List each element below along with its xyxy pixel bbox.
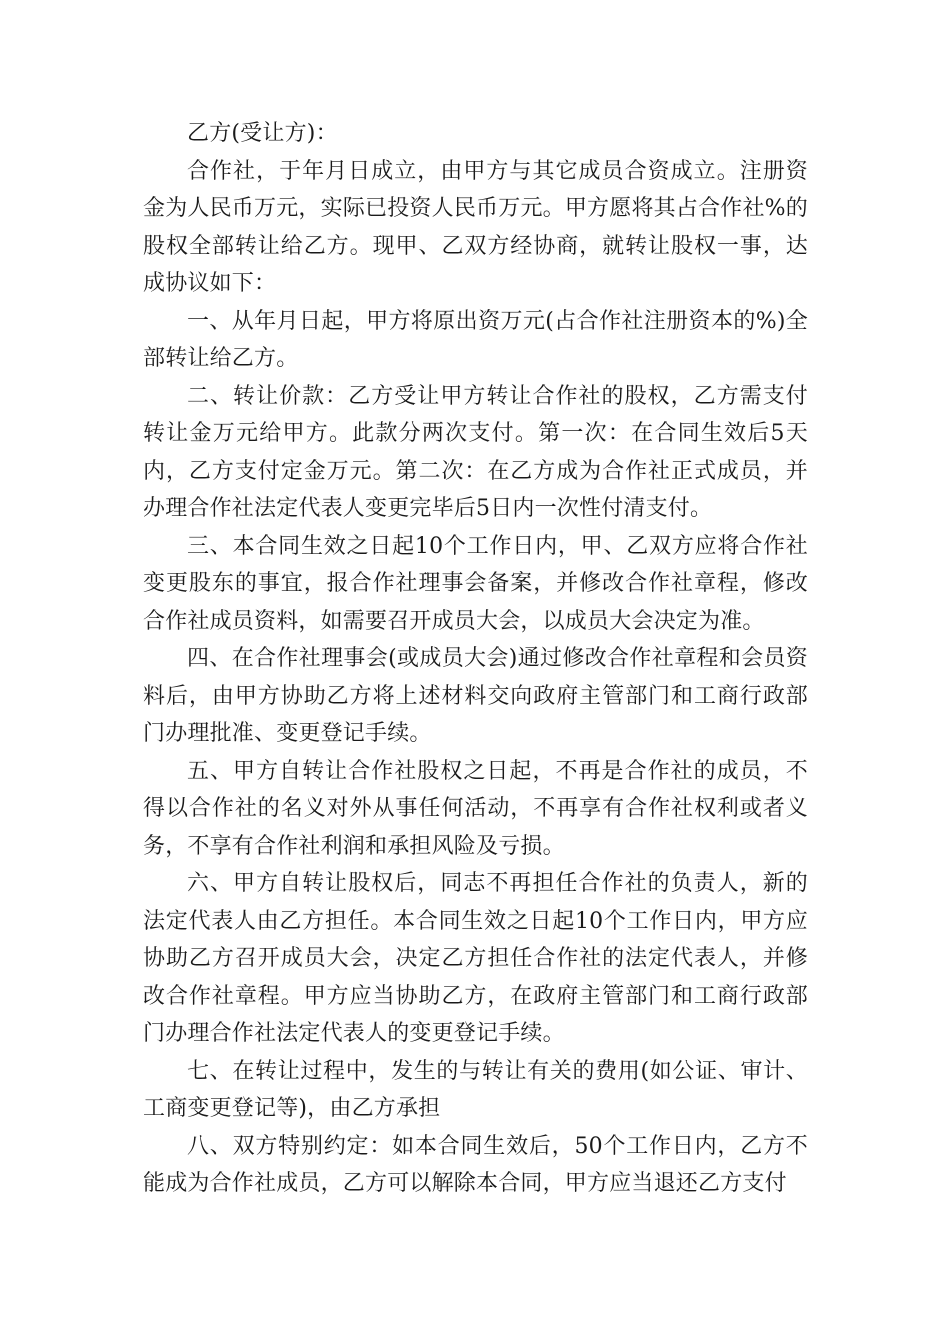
clause-7: 七、在转让过程中，发生的与转让有关的费用(如公证、审计、工商变更登记等)，由乙方承担: [143, 1058, 808, 1121]
contract-body: [143, 115, 808, 1203]
clause-6: 六、甲方自转让股权后，同志不再担任合作社的负责人，新的法定代表人由乙方担任。本合同生效之日起10个工作日内，甲方应协助乙方召开成员大会，决定乙方担任合作社的法定代表人，并修改合作社章程。甲方应当协助乙方，在政府主管部门和工商行政部门办理合作社法定代表人的变更登记手续。: [143, 871, 808, 1046]
party-b-heading: 乙方(受让方)：: [187, 121, 338, 146]
preamble-paragraph: 合作社，于年月日成立，由甲方与其它成员合资成立。注册资金为人民币万元，实际已投资人民币万元。甲方愿将其占合作社%的股权全部转让给乙方。现甲、乙双方经协商，就转让股权一事，达成协议如下：: [143, 158, 808, 296]
clause-5: 五、甲方自转让合作社股权之日起，不再是合作社的成员，不得以合作社的名义对外从事任何活动，不再享有合作社权利或者义务，不享有合作社利润和承担风险及亏损。: [143, 758, 808, 859]
clause-3: 三、本合同生效之日起10个工作日内，甲、乙双方应将合作社变更股东的事宜，报合作社理事会备案，并修改合作社章程，修改合作社成员资料，如需要召开成员大会，以成员大会决定为准。: [143, 533, 808, 634]
clause-1: 一、从年月日起，甲方将原出资万元(占合作社注册资本的%)全部转让给乙方。: [143, 308, 808, 371]
clause-4: 四、在合作社理事会(或成员大会)通过修改合作社章程和会员资料后，由甲方协助乙方将上述材料交向政府主管部门和工商行政部门办理批准、变更登记手续。: [143, 646, 808, 746]
clause-2: 二、转让价款：乙方受让甲方转让合作社的股权，乙方需支付转让金万元给甲方。此款分两次支付。第一次：在合同生效后5天内，乙方支付定金万元。第二次：在乙方成为合作社正式成员，并办理合作社法定代表人变更完毕后5日内一次性付清支付。: [143, 383, 808, 521]
clause-8: 八、双方特别约定：如本合同生效后，50个工作日内，乙方不能成为合作社成员，乙方可以解除本合同，甲方应当退还乙方支付: [143, 1133, 808, 1196]
